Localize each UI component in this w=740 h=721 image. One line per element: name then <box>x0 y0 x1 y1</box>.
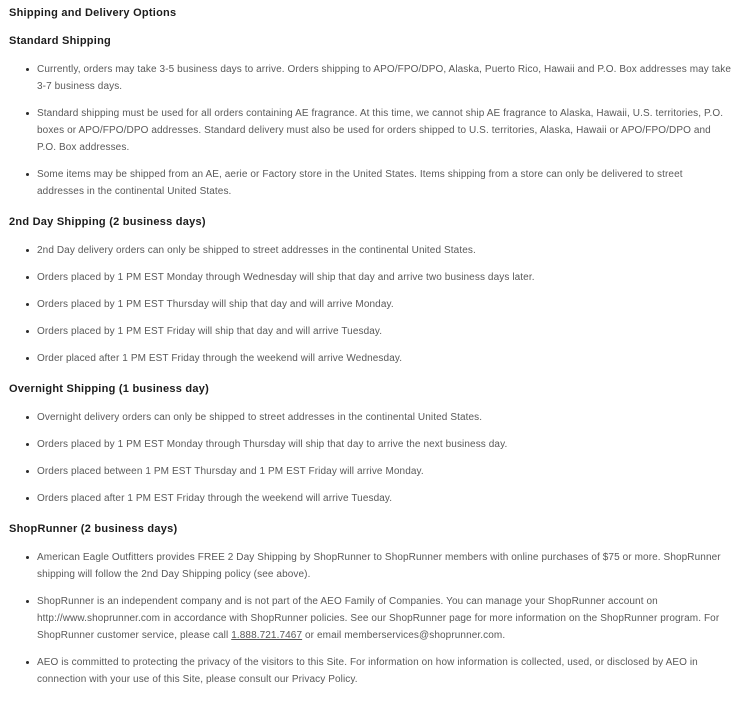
section-heading: 2nd Day Shipping (2 business days) <box>9 216 206 228</box>
bullet-text: Orders placed by 1 PM EST Monday through Thursday will ship that day to arrive the next business day. <box>37 439 508 450</box>
section-heading: Overnight Shipping (1 business day) <box>9 383 210 395</box>
section-overnight-shipping-1-business-day <box>9 381 732 507</box>
bullet-list <box>9 61 732 200</box>
sections-container <box>9 33 732 688</box>
bullet-text: Orders placed between 1 PM EST Thursday and 1 PM EST Friday will arrive Monday. <box>37 466 424 477</box>
bullet-text: Orders placed after 1 PM EST Friday through the weekend will arrive Tuesday. <box>37 493 393 504</box>
bullet-item <box>9 242 732 259</box>
bullet-text: Orders placed by 1 PM EST Thursday will ship that day and will arrive Monday. <box>37 299 394 310</box>
bullet-text: AEO is committed to protecting the privacy of the visitors to this Site. For information on how information is collected, used, or disclosed by AEO in connection with your use of this Site, please consult our Privacy Policy. <box>37 657 698 685</box>
section-standard-shipping <box>9 33 732 200</box>
bullet-item <box>9 463 732 480</box>
page-title: Shipping and Delivery Options <box>9 7 177 19</box>
bullet-item <box>9 166 732 200</box>
bullet-text: Some items may be shipped from an AE, aerie or Factory store in the United States. Items shipping from a store can only be delivered to street addresses in the continental United States. <box>37 169 683 197</box>
bullet-text: American Eagle Outfitters provides FREE 2 Day Shipping by ShopRunner to ShopRunner members with online purchases of $75 or more. ShopRunner shipping will follow the 2nd Day Shipping policy (see above). <box>37 552 721 580</box>
bullet-text: Overnight delivery orders can only be shipped to street addresses in the continental United States. <box>37 412 483 423</box>
bullet-text: Order placed after 1 PM EST Friday through the weekend will arrive Wednesday. <box>37 353 403 364</box>
bullet-text: Orders placed by 1 PM EST Friday will ship that day and will arrive Tuesday. <box>37 326 383 337</box>
bullet-item <box>9 323 732 340</box>
bullet-item <box>9 296 732 313</box>
bullet-item <box>9 105 732 156</box>
bullet-list <box>9 549 732 688</box>
bullet-item <box>9 490 732 507</box>
bullet-item <box>9 436 732 453</box>
phone-link[interactable]: 1.888.721.7467 <box>231 630 303 641</box>
section-heading: Standard Shipping <box>9 35 112 47</box>
bullet-text: Standard shipping must be used for all orders containing AE fragrance. At this time, we cannot ship AE fragrance to Alaska, Hawaii, U.S. territories, P.O. boxes or APO/FPO/DPO addresses. Standard delivery must also be used for orders shipped to U.S. territories, Alaska, Hawaii or APO/FPO/DPO and P.O. Box addresses. <box>37 108 724 153</box>
section-shoprunner-2-business-days <box>9 521 732 688</box>
bullet-list <box>9 409 732 507</box>
bullet-text: Orders placed by 1 PM EST Monday through Wednesday will ship that day and arrive two business days later. <box>37 272 535 283</box>
bullet-item <box>9 269 732 286</box>
bullet-item <box>9 549 732 583</box>
bullet-text: 2nd Day delivery orders can only be shipped to street addresses in the continental United States. <box>37 245 476 256</box>
bullet-list <box>9 242 732 367</box>
bullet-item <box>9 409 732 426</box>
bullet-item <box>9 593 732 644</box>
bullet-item <box>9 61 732 95</box>
bullet-item <box>9 654 732 688</box>
section-heading: ShopRunner (2 business days) <box>9 523 178 535</box>
section-2nd-day-shipping-2-business-days <box>9 214 732 367</box>
bullet-text: Currently, orders may take 3-5 business days to arrive. Orders shipping to APO/FPO/DPO, Alaska, Puerto Rico, Hawaii and P.O. Box addresses may take 3-7 business days. <box>37 64 732 92</box>
bullet-item <box>9 350 732 367</box>
bullet-text: ShopRunner is an independent company and is not part of the AEO Family of Companies. You can manage your ShopRunner account on http://www.shoprunner.com in accordance with ShopRunner policies. See our ShopRunner page for more information on the ShopRunner program. For ShopRunner customer service, please call <box>37 596 720 641</box>
bullet-text: or email memberservices@shoprunner.com. <box>302 630 506 641</box>
